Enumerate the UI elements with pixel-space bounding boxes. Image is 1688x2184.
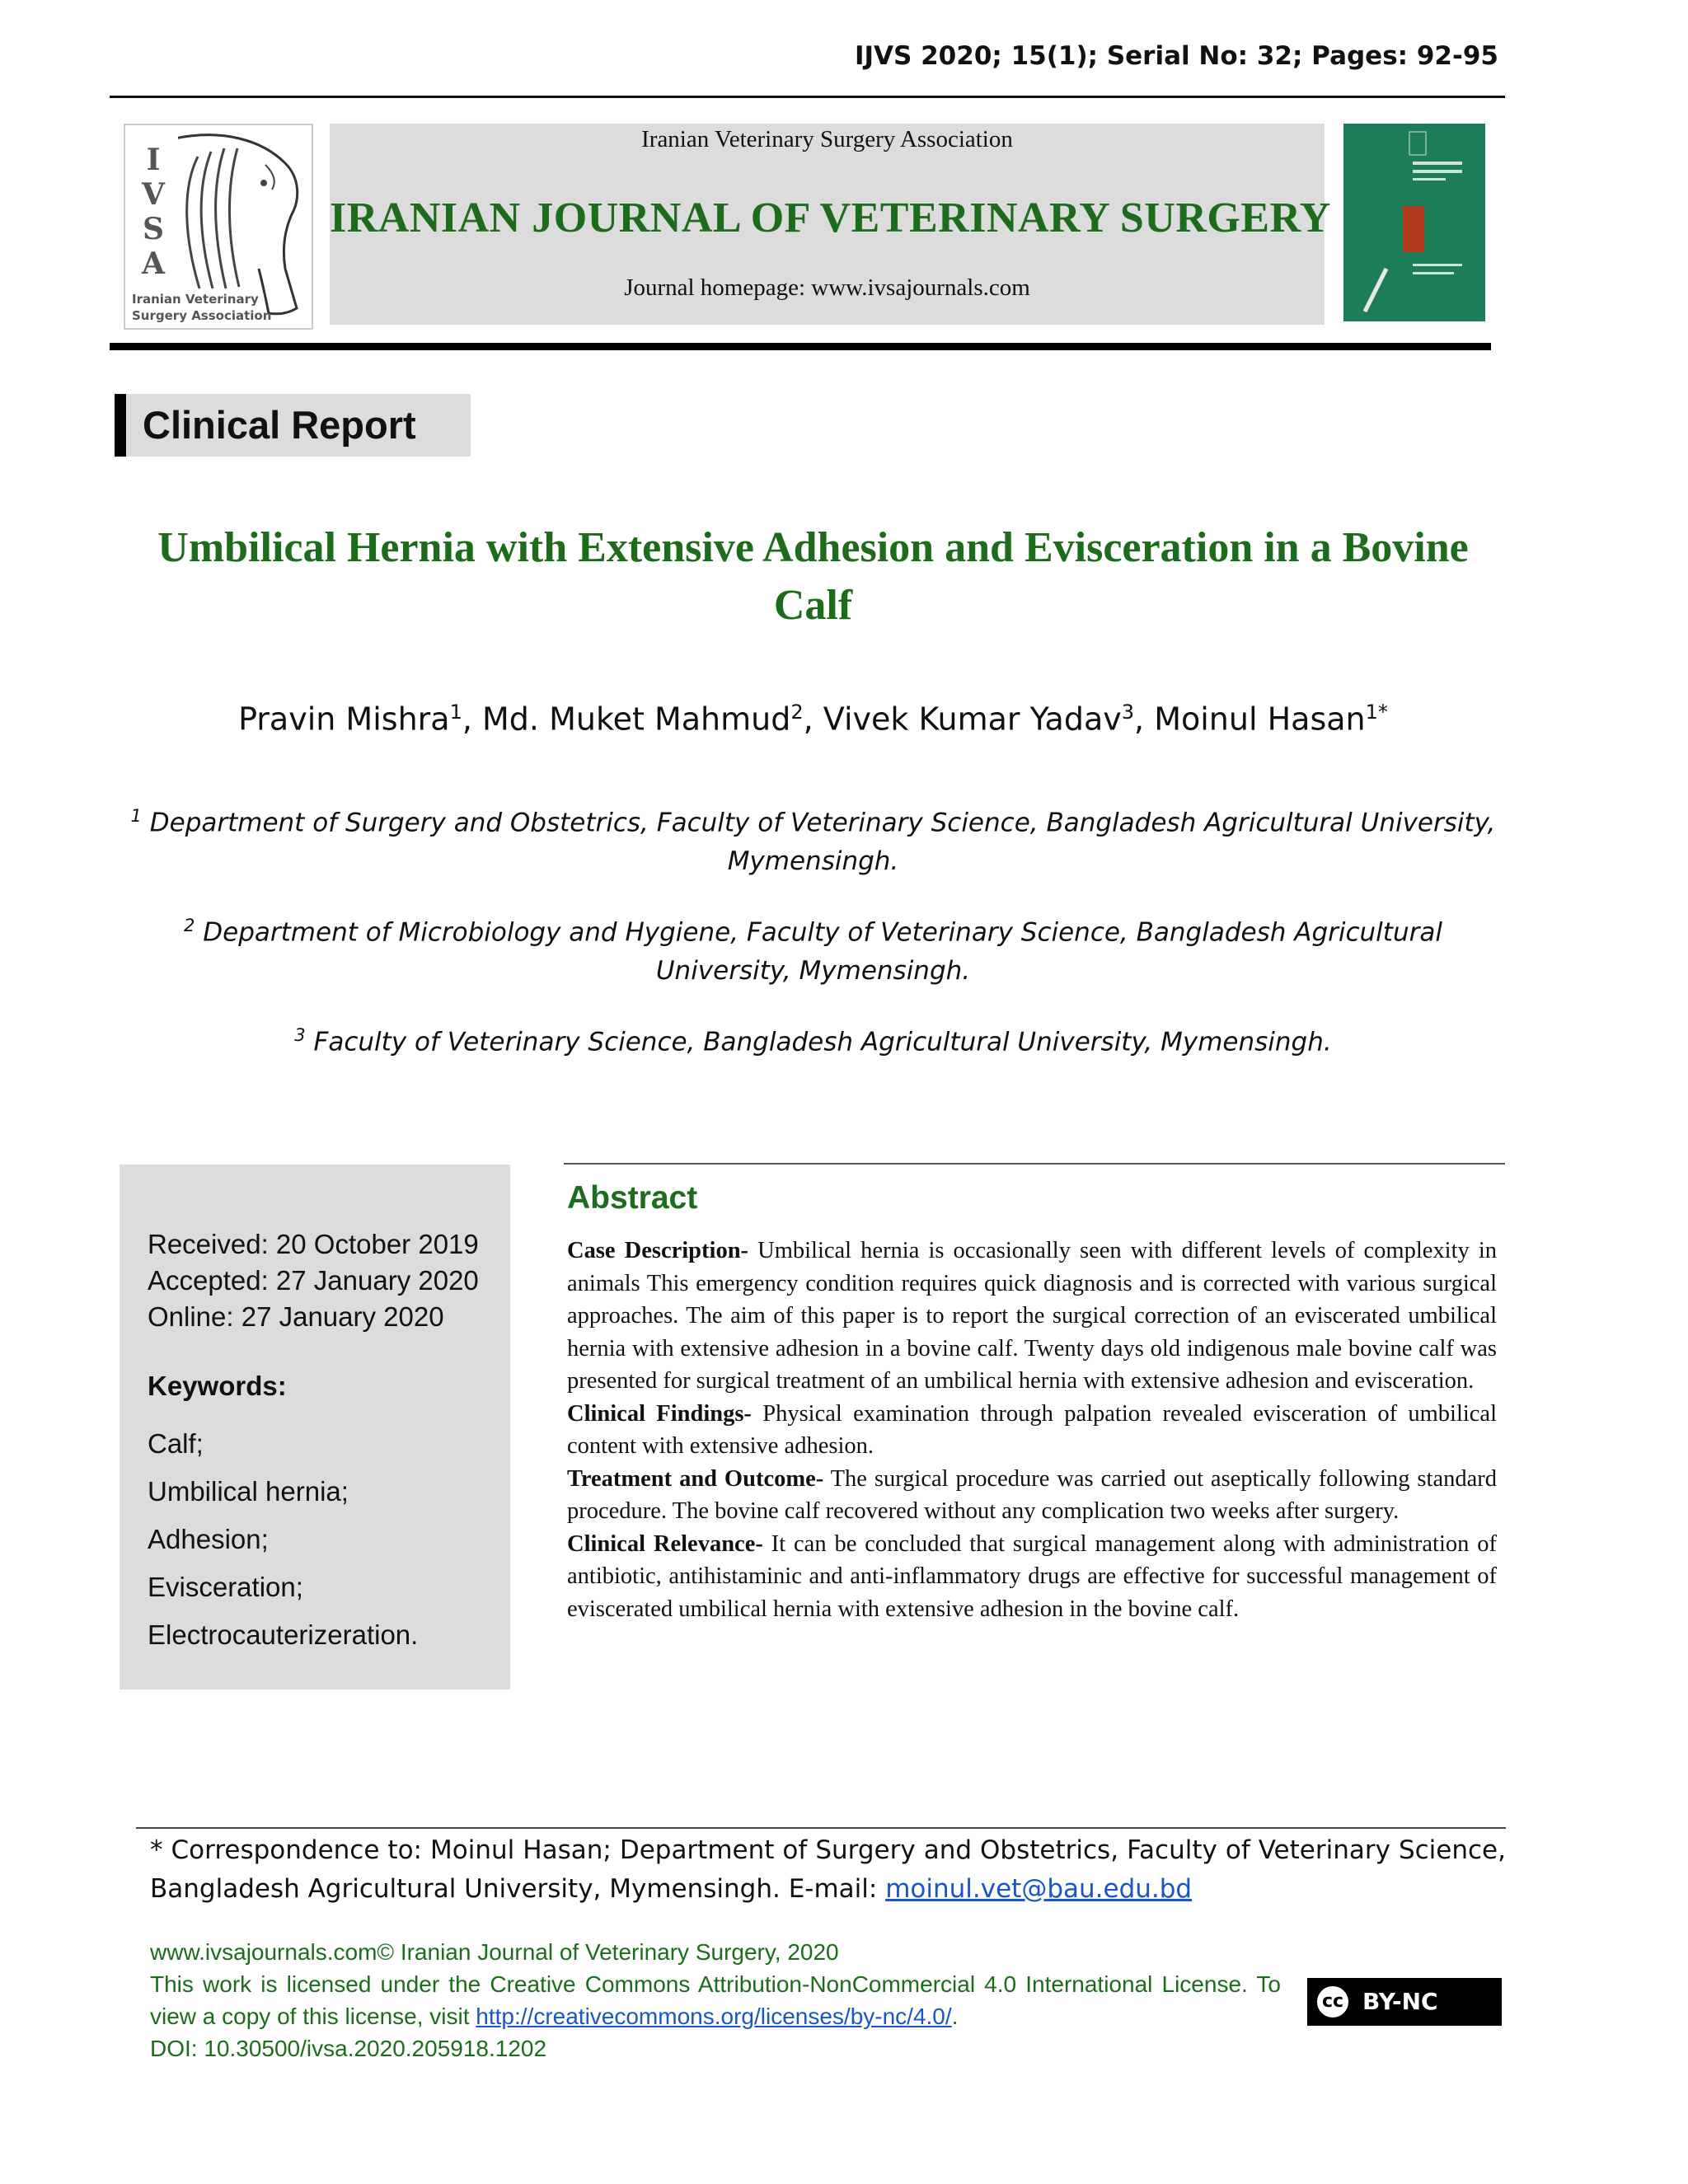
doi-line: DOI: 10.30500/ivsa.2020.205918.1202 bbox=[150, 2036, 547, 2061]
cc-license-label: BY-NC bbox=[1362, 1988, 1438, 2015]
svg-text:V: V bbox=[142, 177, 165, 212]
keyword: Evisceration; bbox=[148, 1572, 303, 1602]
abstract-section bbox=[567, 1463, 1497, 1528]
svg-text:Surgery Association: Surgery Association bbox=[132, 308, 272, 323]
license-block bbox=[150, 1936, 1281, 2064]
author-name: Vivek Kumar Yadav bbox=[823, 701, 1122, 738]
svg-text:I: I bbox=[146, 143, 161, 177]
author-affiliation-mark: 2 bbox=[790, 701, 804, 724]
association-name: Iranian Veterinary Surgery Association bbox=[641, 126, 1013, 152]
received-date: Received: 20 October 2019 bbox=[148, 1229, 479, 1259]
svg-text:S: S bbox=[143, 212, 164, 246]
ivsa-logo bbox=[124, 124, 313, 330]
correspondence-text: * Correspondence to: Moinul Hasan; Department of Surgery and Obstetrics, Faculty of Veterinary Science, Bangladesh Agricultural University, Mymensingh. E-mail: bbox=[150, 1835, 1506, 1904]
author-name: Md. Muket Mahmud bbox=[482, 701, 791, 738]
email-link[interactable]: moinul.vet@bau.edu.bd bbox=[885, 1874, 1193, 1904]
affiliation-text: Faculty of Veterinary Science, Bangladesh Agricultural University, Mymensingh. bbox=[313, 1027, 1332, 1057]
abstract-section-label: Clinical Relevance- bbox=[567, 1530, 763, 1557]
journal-homepage: Journal homepage: www.ivsajournals.com bbox=[624, 274, 1030, 301]
keyword: Electrocauterizeration. bbox=[148, 1619, 419, 1650]
cover-image-icon bbox=[1343, 124, 1485, 321]
abstract-rule bbox=[564, 1163, 1505, 1165]
license-link[interactable]: http://creativecommons.org/licenses/by-nc/4.0/ bbox=[476, 2004, 952, 2029]
affiliation-1 bbox=[124, 797, 1503, 881]
affiliation-2 bbox=[124, 907, 1503, 991]
affiliation-3 bbox=[124, 1016, 1503, 1062]
svg-text:A: A bbox=[142, 246, 165, 281]
accepted-date: Accepted: 27 January 2020 bbox=[148, 1265, 479, 1296]
journal-banner bbox=[330, 124, 1331, 325]
article-type-tag bbox=[115, 394, 471, 457]
author-list: Pravin Mishra$^1$, Md. Muket Mahmud$^2$, Vivek Kumar Yadav$^3$, Moinul Hasan$^{1*}$ bbox=[238, 701, 1388, 738]
license-statement bbox=[150, 1968, 1281, 2032]
copyright-line: www.ivsajournals.com© Iranian Journal of Veterinary Surgery, 2020 bbox=[150, 1939, 839, 1965]
abstract-section-label: Case Description- bbox=[567, 1238, 749, 1263]
abstract-section-label: Clinical Findings- bbox=[567, 1400, 752, 1427]
affiliation-text: Department of Surgery and Obstetrics, Faculty of Veterinary Science, Bangladesh Agricultural University, Mymensingh. bbox=[149, 808, 1496, 877]
affiliation-text: Department of Microbiology and Hygiene, Faculty of Veterinary Science, Bangladesh Agricultural University, Mymensingh. bbox=[203, 917, 1442, 987]
author-affiliation-mark: 1* bbox=[1365, 701, 1388, 724]
abstract-body bbox=[567, 1235, 1497, 1625]
article-info-box bbox=[120, 1165, 510, 1690]
abstract-section bbox=[567, 1398, 1497, 1463]
abstract-section-text: The surgical procedure was carried out aseptically following standard procedure. The bovine calf recovered without any complication two weeks after surgery. bbox=[567, 1465, 1497, 1524]
banner-rule bbox=[110, 343, 1491, 350]
affiliation-mark: 2 bbox=[184, 916, 195, 935]
correspondence-note bbox=[150, 1831, 1506, 1909]
abstract-section-label: Treatment and Outcome- bbox=[567, 1465, 824, 1492]
keywords-list bbox=[148, 1420, 418, 1659]
paper-title: Umbilical Hernia with Extensive Adhesion and Evisceration in a Bovine Calf bbox=[157, 524, 1469, 629]
abstract-section bbox=[567, 1528, 1497, 1626]
author-affiliation-mark: 3 bbox=[1121, 701, 1135, 724]
keyword: Calf; bbox=[148, 1428, 204, 1459]
online-date: Online: 27 January 2020 bbox=[148, 1301, 444, 1332]
affiliation-mark: 1 bbox=[130, 806, 142, 826]
keyword: Umbilical hernia; bbox=[148, 1476, 349, 1507]
keywords-heading: Keywords: bbox=[148, 1371, 287, 1401]
journal-cover-thumbnail bbox=[1343, 124, 1485, 321]
abstract-section-text: Physical examination through palpation revealed evisceration of umbilical content with extensive adhesion. bbox=[567, 1400, 1497, 1459]
creative-commons-icon: cc bbox=[1315, 1984, 1351, 2020]
article-type-label: Clinical Report bbox=[143, 403, 416, 447]
journal-title: IRANIAN JOURNAL OF VETERINARY SURGERY bbox=[330, 194, 1331, 241]
affiliation-mark: 3 bbox=[294, 1025, 306, 1045]
license-text: This work is licensed under the Creative Commons Attribution-NonCommercial 4.0 International License. To view a copy of this license, visit bbox=[150, 1971, 1281, 2029]
author-name: Pravin Mishra bbox=[238, 701, 450, 738]
abstract-heading: Abstract bbox=[567, 1180, 698, 1216]
svg-text:Iranian Veterinary: Iranian Veterinary bbox=[132, 292, 259, 307]
header-rule bbox=[110, 96, 1505, 98]
license-end: . bbox=[951, 2004, 959, 2029]
horse-head-logo-icon bbox=[124, 124, 313, 330]
footnote-rule bbox=[136, 1827, 1506, 1829]
abstract-section-text: It can be concluded that surgical management along with administration of antibiotic, antihistaminic and anti-inflammatory drugs are effective for successful management of eviscerated umbilical hernia with extensive adhesion in the bovine calf. bbox=[567, 1530, 1497, 1622]
running-header: IJVS 2020; 15(1); Serial No: 32; Pages: 92-95 bbox=[854, 41, 1498, 71]
abstract-section-text: Umbilical hernia is occasionally seen with different levels of complexity in animals This emergency condition requires quick diagnosis and is corrected with various surgical approaches. The aim of this paper is to report the surgical correction of an eviscerated umbilical hernia with extensive adhesion in a bovine calf. Twenty days old indigenous male bovine calf was presented for surgical treatment of an umbilical hernia with extensive adhesion and evisceration. bbox=[567, 1238, 1497, 1394]
article-dates bbox=[148, 1226, 479, 1335]
abstract-section bbox=[567, 1235, 1497, 1398]
author-name: Moinul Hasan bbox=[1154, 701, 1366, 738]
keyword: Adhesion; bbox=[148, 1524, 269, 1554]
author-affiliation-mark: 1 bbox=[449, 701, 462, 724]
cc-by-nc-badge[interactable] bbox=[1307, 1978, 1502, 2026]
